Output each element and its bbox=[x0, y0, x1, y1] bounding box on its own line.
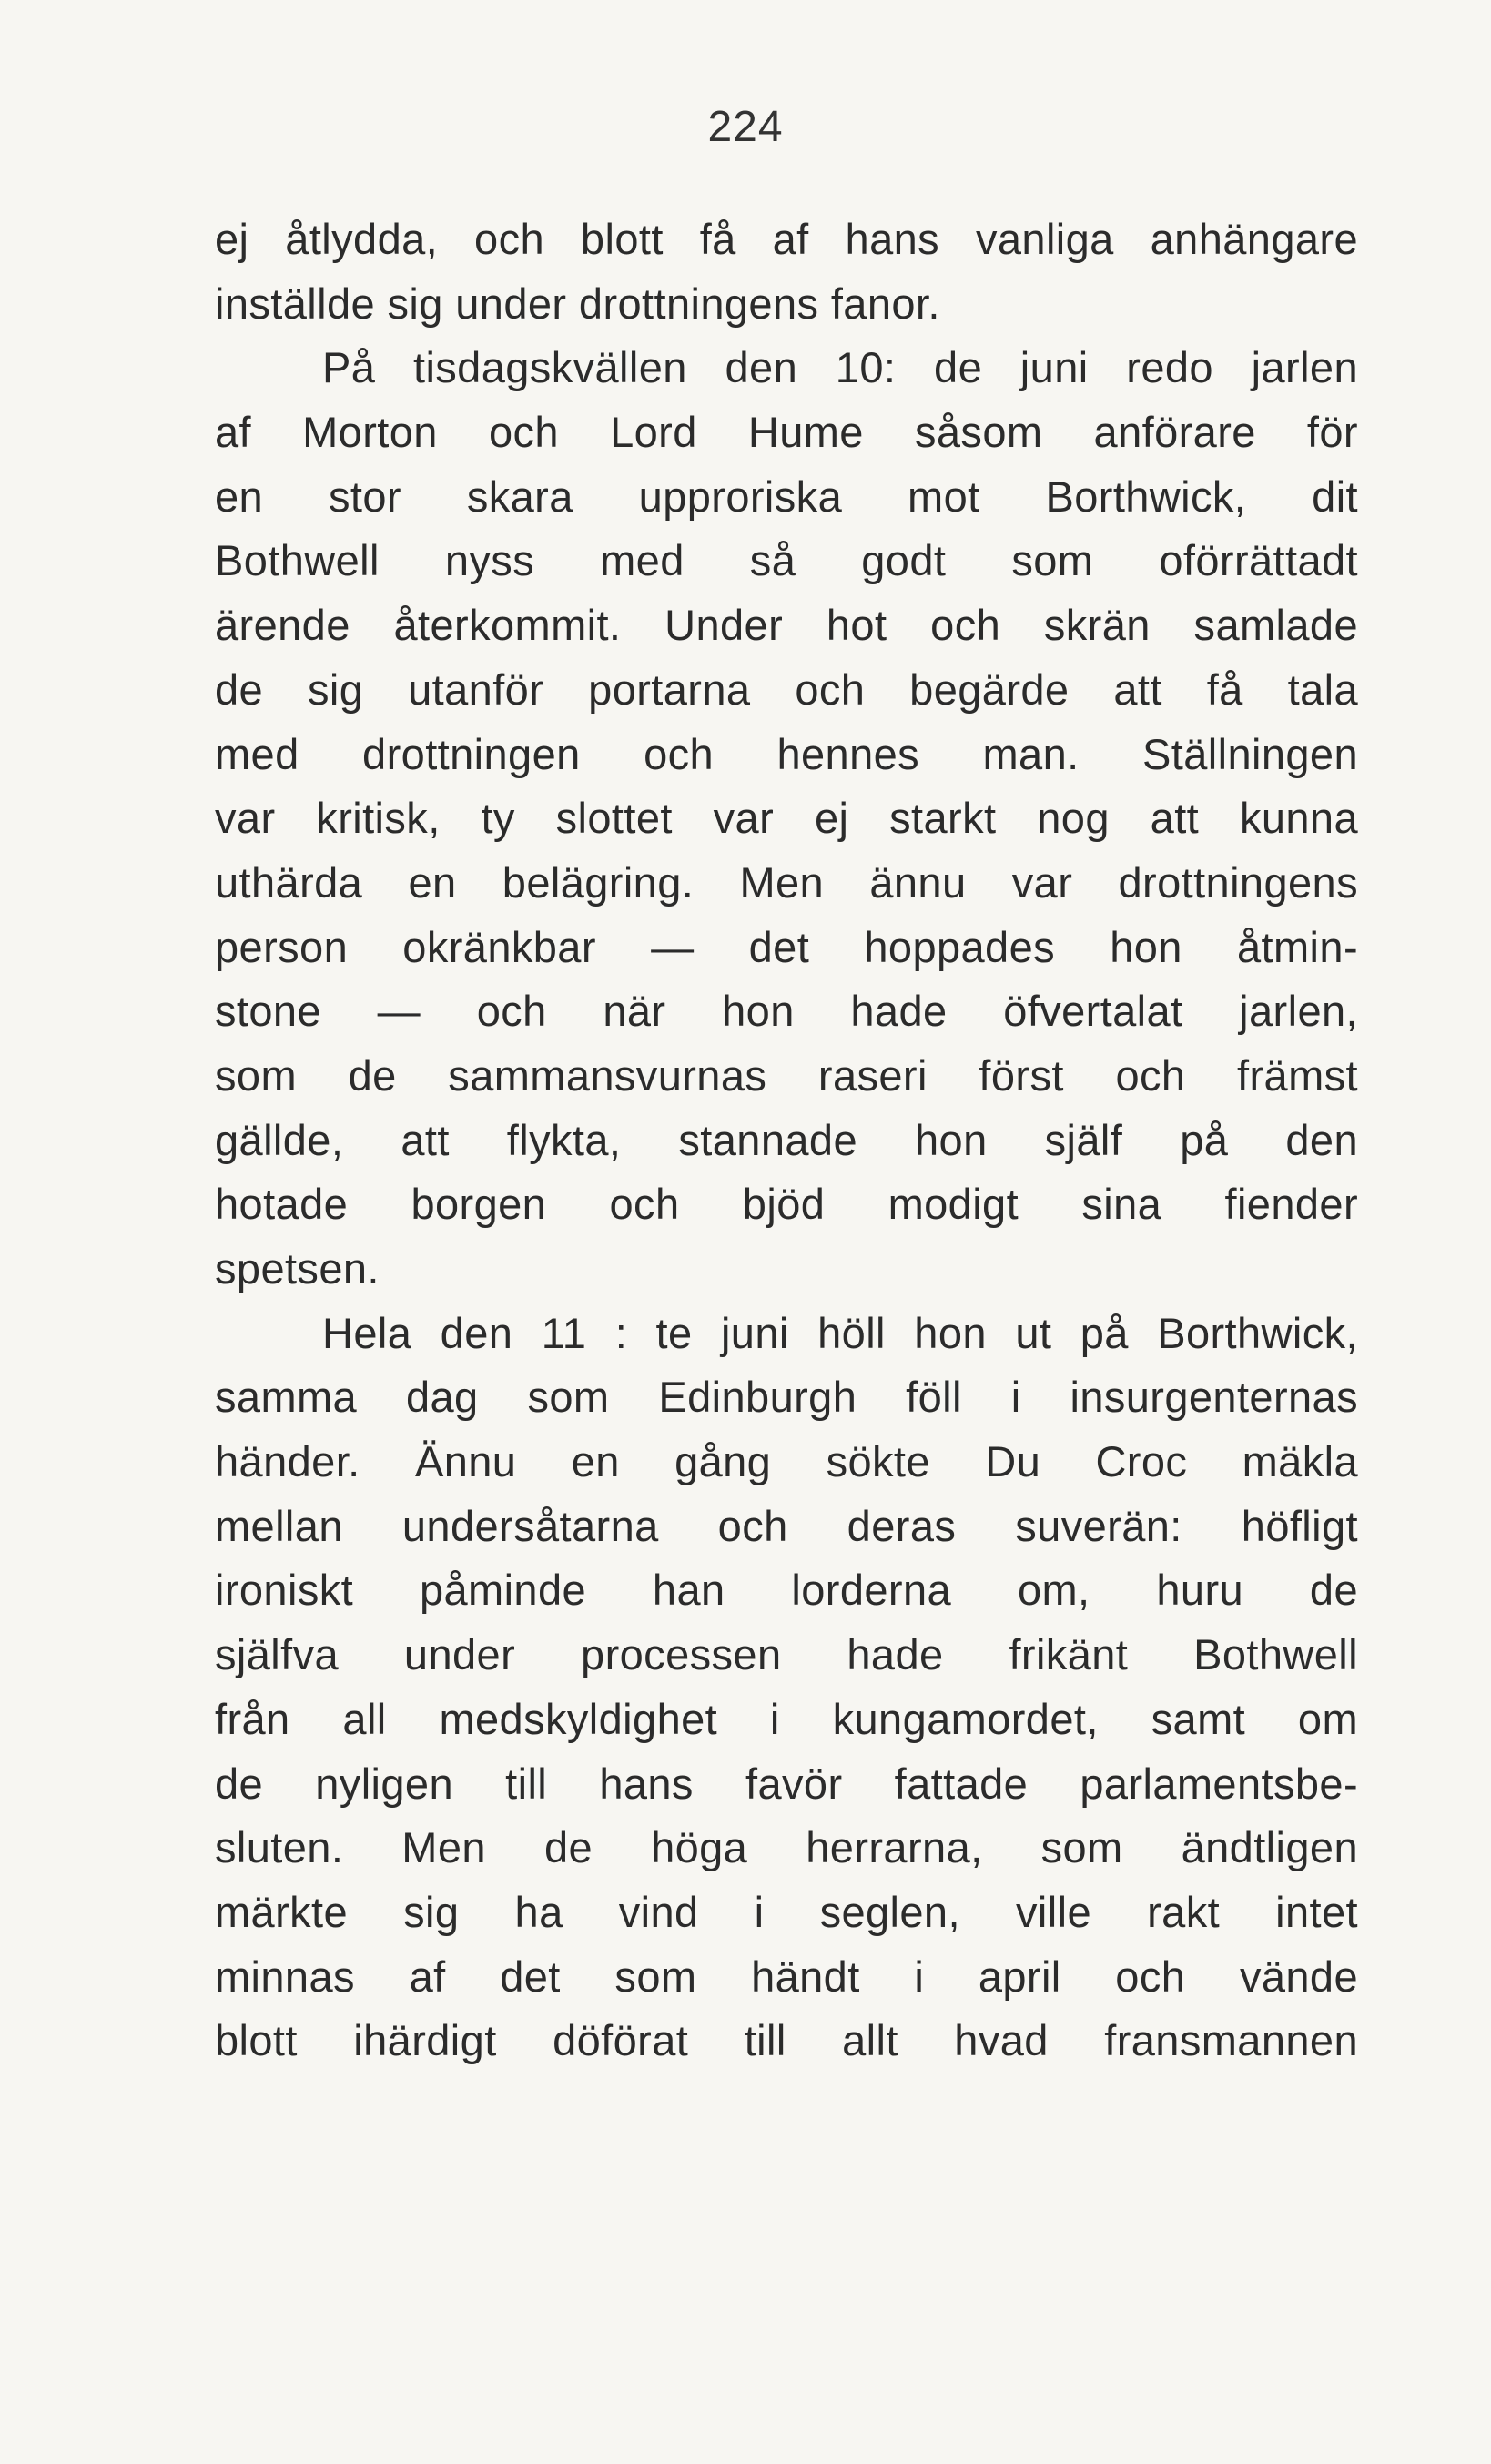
text-line: inställde sig under drottningens fanor. bbox=[215, 279, 940, 328]
text-line: Hela den 11 : te juni höll hon ut på Borthwick, bbox=[322, 1308, 1358, 1357]
text-line: sluten. Men de höga herrarna, som ändtligen bbox=[215, 1823, 1358, 1872]
text-line: stone — och när hon hade öfvertalat jarlen, bbox=[215, 987, 1358, 1036]
text-line: mellan undersåtarna och deras suverän: höfligt bbox=[215, 1501, 1358, 1550]
text-line: märkte sig ha vind i seglen, ville rakt intet bbox=[215, 1887, 1358, 1936]
text-line: med drottningen och hennes man. Ställningen bbox=[215, 729, 1358, 778]
text-line: gällde, att flykta, stannade hon själf på den bbox=[215, 1115, 1358, 1164]
text-line: de nyligen till hans favör fattade parlamentsbe- bbox=[215, 1759, 1358, 1808]
text-line: minnas af det som händt i april och vände bbox=[215, 1952, 1358, 2001]
text-line: spetsen. bbox=[215, 1244, 380, 1293]
text-line: som de sammansvurnas raseri först och främst bbox=[215, 1050, 1358, 1100]
text-line: ärende återkommit. Under hot och skrän samlade bbox=[215, 601, 1358, 650]
text-line: ironiskt påminde han lorderna om, huru de bbox=[215, 1566, 1358, 1615]
text-line: var kritisk, ty slottet var ej starkt nog att kunna bbox=[215, 794, 1358, 843]
text-line: samma dag som Edinburgh föll i insurgenternas bbox=[215, 1373, 1358, 1422]
text-line: af Morton och Lord Hume såsom anförare för bbox=[215, 408, 1358, 457]
body-text bbox=[215, 208, 1358, 2074]
text-line: en stor skara upproriska mot Borthwick, dit bbox=[215, 472, 1358, 521]
text-line: själfva under processen hade frikänt Bothwell bbox=[215, 1630, 1358, 1679]
text-line: händer. Ännu en gång sökte Du Croc mäkla bbox=[215, 1437, 1358, 1486]
text-line: blott ihärdigt döförat till allt hvad fransmannen bbox=[215, 2016, 1358, 2065]
text-line: Bothwell nyss med så godt som oförrättadt bbox=[215, 536, 1358, 585]
text-line: På tisdagskvällen den 10: de juni redo jarlen bbox=[322, 343, 1358, 392]
text-line: de sig utanför portarna och begärde att få tala bbox=[215, 664, 1358, 714]
text-line: från all medskyldighet i kungamordet, samt om bbox=[215, 1694, 1358, 1743]
text-line: person okränkbar — det hoppades hon åtmin- bbox=[215, 922, 1358, 971]
text-line: uthärda en belägring. Men ännu var drottningens bbox=[215, 857, 1358, 907]
text-line: hotade borgen och bjöd modigt sina fiender bbox=[215, 1180, 1358, 1229]
text-line: ej åtlydda, och blott få af hans vanliga anhängare bbox=[215, 215, 1358, 263]
page-number: 224 bbox=[707, 103, 784, 151]
